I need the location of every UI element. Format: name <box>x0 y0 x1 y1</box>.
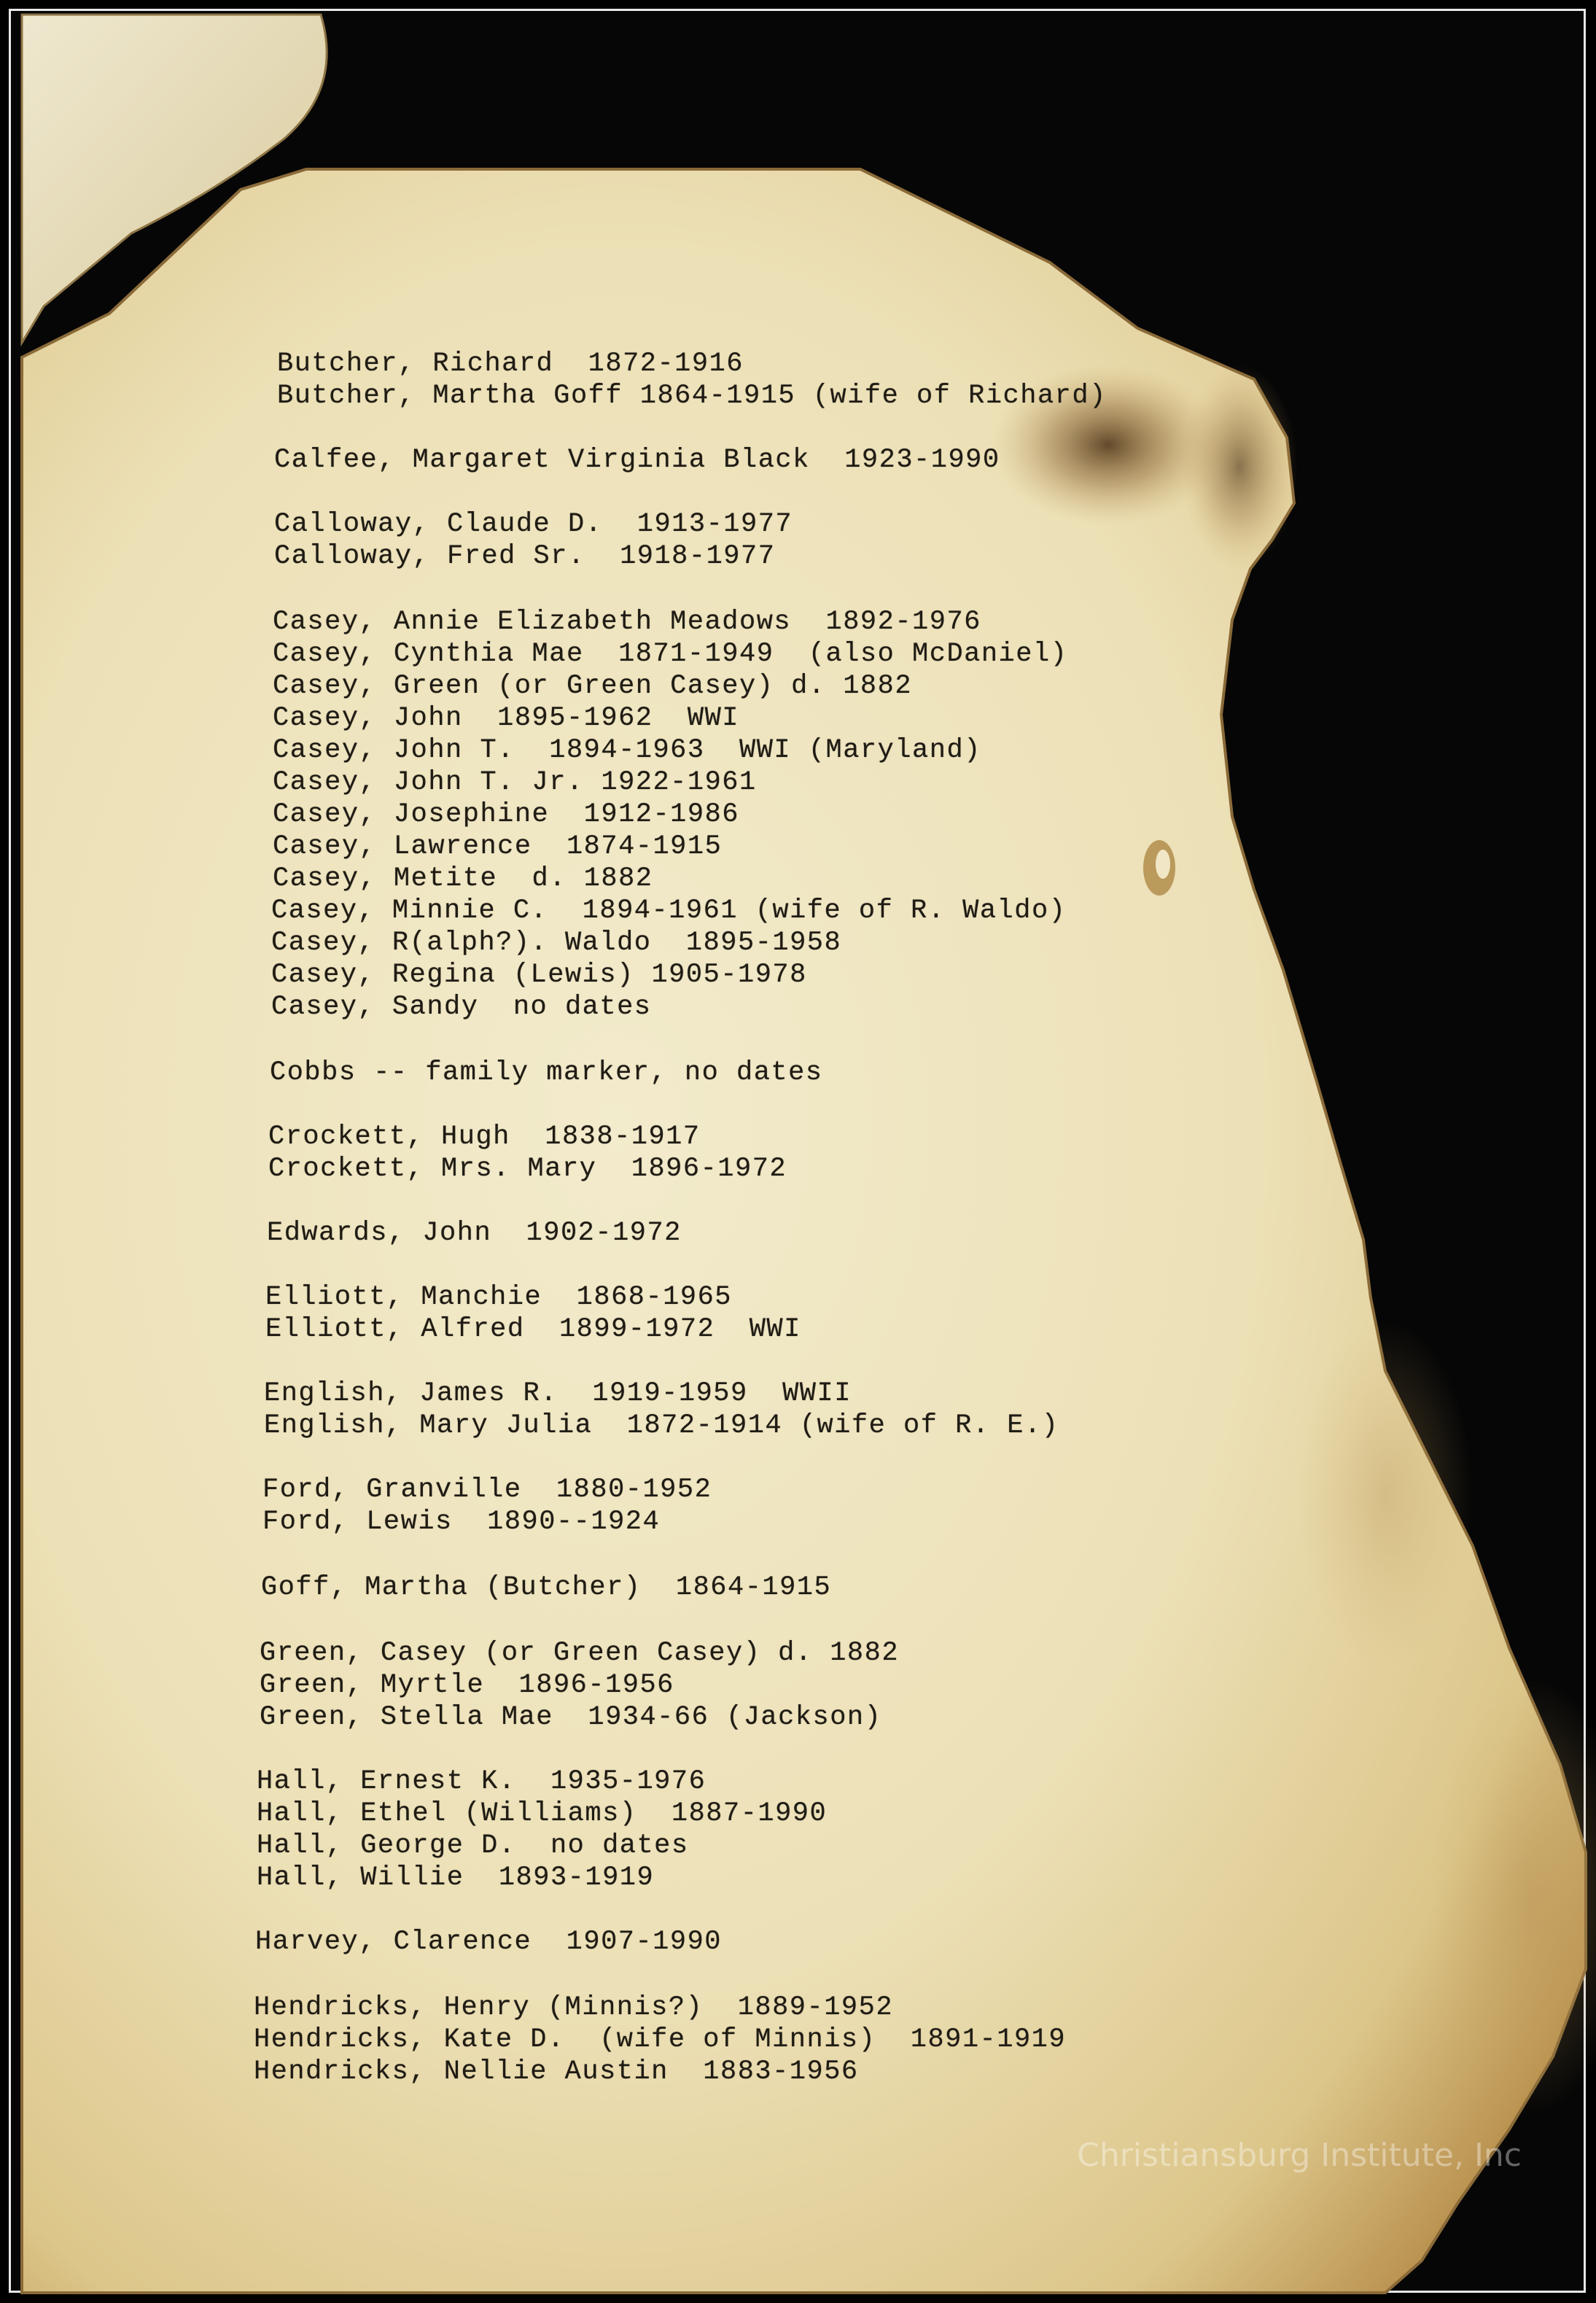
entry-line: Elliott, Manchie 1868-1965 <box>265 1282 732 1313</box>
entry-line: Hall, Ethel (Williams) 1887-1990 <box>257 1798 828 1829</box>
entry-line: Green, Stella Mae 1934-66 (Jackson) <box>260 1702 882 1733</box>
entry-line: Goff, Martha (Butcher) 1864-1915 <box>261 1572 832 1603</box>
entry-line: Green, Myrtle 1896-1956 <box>260 1670 674 1701</box>
entry-line: Casey, Minnie C. 1894-1961 (wife of R. Waldo) <box>271 896 1067 926</box>
entry-line: Casey, Metite d. 1882 <box>273 863 653 894</box>
entry-line: Edwards, John 1902-1972 <box>267 1218 682 1248</box>
entry-line: Casey, Josephine 1912-1986 <box>273 799 739 830</box>
entry-line: Casey, Cynthia Mae 1871-1949 (also McDaniel) <box>273 639 1068 669</box>
entry-line: Casey, Green (or Green Casey) d. 1882 <box>273 671 913 702</box>
entry-line: Calloway, Claude D. 1913-1977 <box>274 509 793 540</box>
entry-line: Crockett, Mrs. Mary 1896-1972 <box>268 1154 787 1184</box>
entry-line: Butcher, Martha Goff 1864-1915 (wife of Richard) <box>277 381 1107 411</box>
entry-line: Casey, Regina (Lewis) 1905-1978 <box>271 960 807 990</box>
entry-line: English, Mary Julia 1872-1914 (wife of R. E.) <box>264 1410 1059 1441</box>
entry-line: Casey, R(alph?). Waldo 1895-1958 <box>271 928 842 958</box>
entry-line: English, James R. 1919-1959 WWII <box>264 1378 852 1409</box>
entry-line: Ford, Lewis 1890--1924 <box>262 1507 661 1537</box>
entry-line: Hendricks, Nellie Austin 1883-1956 <box>254 2057 859 2087</box>
entry-line: Elliott, Alfred 1899-1972 WWI <box>265 1314 801 1345</box>
entry-line: Crockett, Hugh 1838-1917 <box>268 1122 701 1152</box>
entry-line: Butcher, Richard 1872-1916 <box>277 349 744 379</box>
entry-line: Green, Casey (or Green Casey) d. 1882 <box>260 1638 900 1669</box>
entry-line: Harvey, Clarence 1907-1990 <box>255 1927 722 1957</box>
entry-line: Casey, Sandy no dates <box>271 992 652 1022</box>
entry-line: Hall, Ernest K. 1935-1976 <box>257 1766 706 1797</box>
entry-line: Ford, Granville 1880-1952 <box>262 1475 712 1505</box>
entry-line: Casey, John T. 1894-1963 WWI (Maryland) <box>273 735 981 766</box>
entry-line: Hall, George D. no dates <box>257 1830 689 1861</box>
entry-line: Hall, Willie 1893-1919 <box>257 1863 655 1893</box>
entry-line: Hendricks, Kate D. (wife of Minnis) 1891-1919 <box>254 2024 1067 2055</box>
entry-line: Hendricks, Henry (Minnis?) 1889-1952 <box>254 1992 894 2023</box>
entry-line: Calfee, Margaret Virginia Black 1923-1990 <box>274 445 1000 475</box>
entry-line: Calloway, Fred Sr. 1918-1977 <box>274 541 776 572</box>
entry-line: Cobbs -- family marker, no dates <box>270 1057 823 1088</box>
entry-line: Casey, John T. Jr. 1922-1961 <box>273 767 757 798</box>
entry-line: Casey, John 1895-1962 WWI <box>273 703 739 734</box>
watermark-text: Christiansburg Institute, Inc <box>1077 2137 1522 2174</box>
entry-line: Casey, Annie Elizabeth Meadows 1892-1976 <box>273 607 981 637</box>
entry-line: Casey, Lawrence 1874-1915 <box>273 831 723 862</box>
